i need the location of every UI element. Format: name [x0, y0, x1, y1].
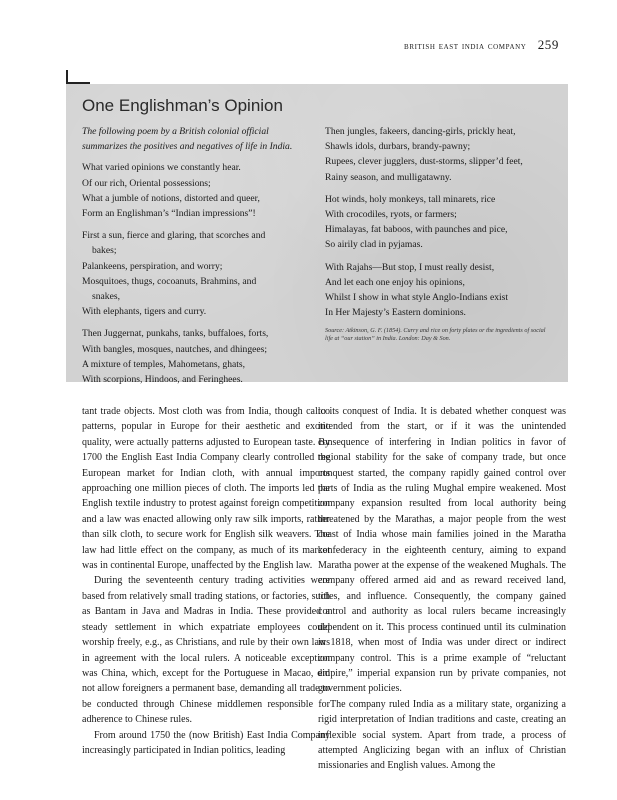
poem-line: What a jumble of notions, distorted and queer,: [82, 192, 260, 204]
poem-line: Rupees, clever jugglers, dust-storms, slipper’d feet,: [325, 156, 523, 168]
poem-line: Of our rich, Oriental possessions;: [82, 177, 211, 189]
body-right-column: [318, 404, 566, 774]
body-paragraph: to its conquest of India. It is debated whether conquest was intended from the start, or if it was the unintended consequence of interfering in Indian politics in favor of regional stability for the sake of company trade, but once conquest started, the company rapidly gained control over parts of India as the ruling Mughal empire weakened. Most company expansion resulted from local authority being threatened by the Marathas, a major people from the west coast of India whose main families joined in the Maratha confederacy in the eighteenth century, aiming to expand Maratha power at the expense of the weakened Mughals. The company offered armed aid and as reward received land, titles, and influence. Consequently, the company gained control and authority as local rulers became increasingly dependent on it. This process continued until its culmination in 1818, when most of India was under direct or indirect company control. This is a prime example of “reluctant empire,” imperial expansion run by private companies, not government policies.: [318, 406, 566, 695]
poem-line: With elephants, tigers and curry.: [82, 306, 207, 318]
poem-line: So airily clad in pyjamas.: [325, 239, 423, 251]
poem-line: With bangles, mosques, nautches, and dhingees;: [82, 343, 268, 355]
poem-stanza-3: [82, 326, 294, 387]
body-paragraph: During the seventeenth century trading activities were based from relatively small trading stations, or factories, such as Bantam in Java and Madras in India. These provided a steady settlement in which expatriate employees could worship freely, e.g., as Christians, and rule by their own laws in agreement with the local rulers. A noticeable exception was China, which, except for the Portuguese in Macao, did not allow foreigners a permanent base, demanding all trade to be conducted through Chinese middlemen responsible for adherence to Chinese rules.: [82, 575, 330, 726]
body-left-column: [82, 404, 330, 758]
poem-stanza-5: [325, 192, 551, 253]
poem-line: First a sun, fierce and glaring, that scorches and: [82, 230, 266, 242]
sidebar-intro: The following poem by a British colonial official summarizes the positives and negatives of life in India.: [82, 126, 293, 153]
poem-line: snakes,: [92, 291, 120, 303]
poem-line: With crocodiles, ryots, or farmers;: [325, 209, 457, 221]
poem-line: bakes;: [92, 245, 117, 257]
body-paragraph: tant trade objects. Most cloth was from India, though calico patterns, popular in Europe for their aesthetic and exotic quality, were actually patterns adjusted to European taste. By 1700 the English East India Company clearly controlled the European market for Indian cloth, with annual imports approaching one million pieces of cloth. The imports led the English textile industry to protest against foreign competition and a law was enacted allowing only raw silk imports, rather than silk cloth, to secure work for English silk weavers. The law had little effect on the company, as much of its market was in continental Europe, unaffected by the English law.: [82, 406, 330, 572]
poem-line: Then Juggernat, punkahs, tanks, buffaloes, forts,: [82, 328, 269, 340]
poem-stanza-2: [82, 228, 294, 319]
poem-line: Hot winds, holy monkeys, tall minarets, rice: [325, 193, 496, 205]
sidebar-title: One Englishman’s Opinion: [82, 96, 283, 115]
poem-line: In Her Majesty’s Eastern dominions.: [325, 307, 466, 319]
body-paragraph: The company ruled India as a military state, organizing a rigid interpretation of Indian traditions and caste, creating an inflexible social system. Apart from trade, a process of attempted Anglicizing began with an influx of Christian missionaries and English values. Among the: [318, 698, 566, 772]
poem-line: Form an Englishman’s “Indian impressions”!: [82, 208, 256, 220]
poem-line: Shawls idols, durbars, brandy-pawny;: [325, 141, 471, 153]
running-title: british east india company: [404, 41, 527, 52]
poem-stanza-6: [325, 260, 551, 321]
running-head: [404, 37, 559, 53]
sidebar-left-column: [82, 124, 294, 394]
sidebar-right-column: [325, 124, 551, 343]
poem-line: Then jungles, fakeers, dancing-girls, prickly heat,: [325, 126, 516, 137]
poem-line: Rainy season, and mulligatawny.: [325, 171, 452, 183]
poem-line: Himalayas, fat baboos, with paunches and pice,: [325, 224, 508, 236]
body-paragraph: From around 1750 the (now British) East India Company increasingly participated in Indian politics, leading: [82, 729, 330, 756]
poem-line: What varied opinions we constantly hear.: [82, 162, 241, 174]
poem-stanza-1: [82, 160, 294, 221]
poem-line: Mosquitoes, thugs, cocoanuts, Brahmins, and: [82, 275, 257, 287]
sidebar-box: [66, 84, 568, 386]
poem-line: With scorpions, Hindoos, and Feringhees.: [82, 374, 243, 386]
poem-line: With Rajahs—But stop, I must really desist,: [325, 261, 495, 273]
page-number: 259: [537, 37, 559, 52]
poem-stanza-4: [325, 124, 551, 185]
poem-line: Palankeens, perspiration, and worry;: [82, 260, 223, 272]
poem-line: A mixture of temples, Mahometans, ghats,: [82, 358, 246, 370]
poem-line: And let each one enjoy his opinions,: [325, 276, 465, 288]
sidebar-source-citation: Source: Atkinson, G. F. (1854). Curry and rice on forty plates or the ingredients of social life at “our station” in India. London: Day & Son.: [325, 327, 546, 343]
poem-line: Whilst I show in what style Anglo-Indians exist: [325, 292, 509, 304]
